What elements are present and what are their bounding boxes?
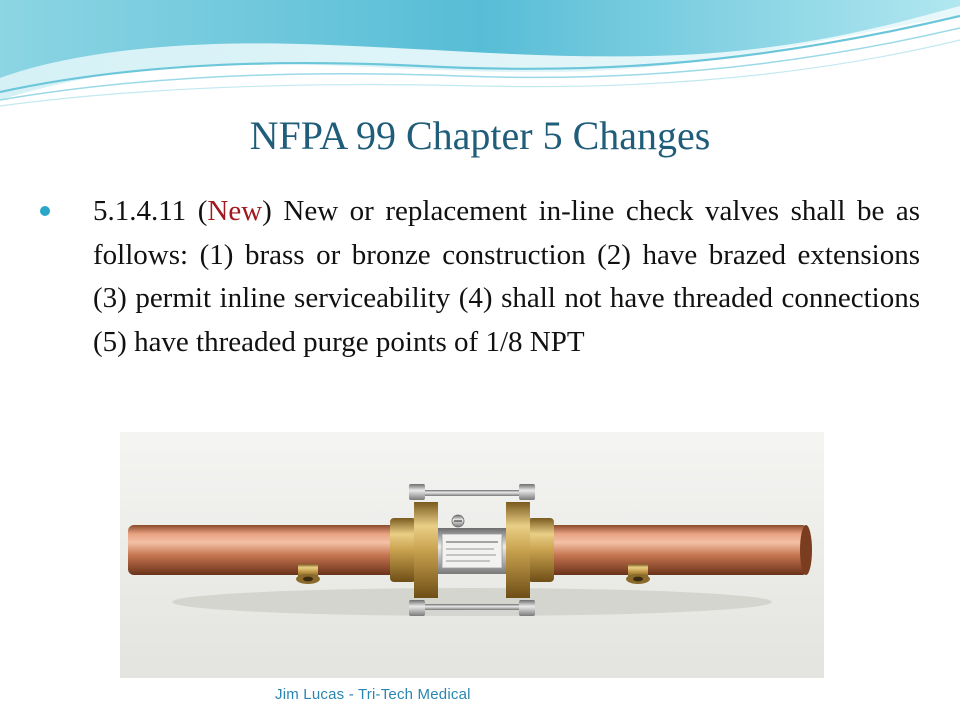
circle-bullet-icon	[40, 206, 50, 216]
close-paren: )	[262, 195, 272, 227]
header-wave-decoration	[0, 0, 960, 115]
bullet-list	[40, 190, 920, 364]
check-valve-photo	[120, 432, 824, 678]
slide-title: NFPA 99 Chapter 5 Changes	[249, 113, 711, 158]
bullet-text	[93, 190, 920, 364]
open-paren: (	[197, 195, 208, 227]
new-tag: New	[207, 195, 263, 227]
footer-text: Jim Lucas - Tri-Tech Medical	[275, 686, 471, 703]
bullet-item	[40, 190, 920, 364]
bullet-body: New or replacement in-line check valves shall be as follows: (1) brass or bronze construction (2) have brazed extensions (3) permit inline serviceability (4) shall not have threaded connections (5) have threaded purge points of 1/8 NPT	[93, 195, 921, 358]
section-number: 5.1.4.11	[93, 195, 187, 227]
